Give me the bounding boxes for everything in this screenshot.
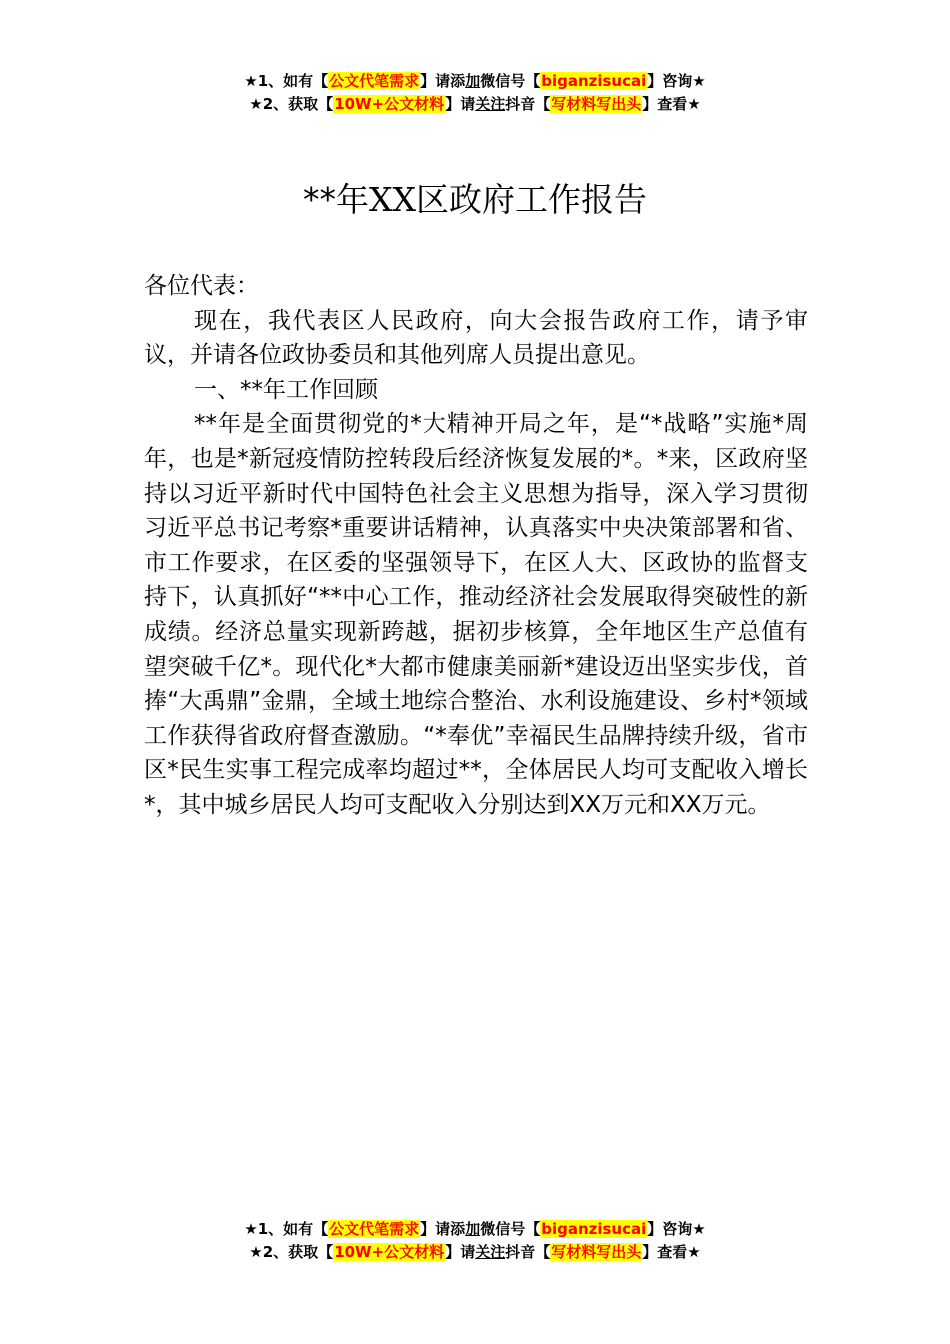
- promo-highlight: 10W+公文材料: [334, 95, 445, 113]
- salutation: 各位代表：: [144, 273, 259, 299]
- douyin-id-highlight: 写材料写出头: [551, 1243, 642, 1261]
- promo-highlight: 公文代笔需求: [329, 72, 420, 90]
- document-body: [144, 269, 808, 823]
- wechat-id-highlight: biganzisucai: [541, 1220, 647, 1238]
- section-heading: 一、**年工作回顾: [194, 376, 378, 403]
- document-title: **年XX区政府工作报告: [303, 180, 647, 219]
- intro-paragraph: 现在，我代表区人民政府，向大会报告政府工作，请予审议，并请各位政协委员和其他列席人员提出意见。: [144, 307, 808, 369]
- promo-line-1: ★1、如有【公文代笔需求】请添加微信号【biganzisucai】咨询★: [244, 72, 706, 90]
- promo-line-2: ★2、获取【10W+公文材料】请关注抖音【写材料写出头】查看★: [249, 1243, 701, 1261]
- wechat-id-highlight: biganzisucai: [541, 72, 647, 90]
- douyin-id-highlight: 写材料写出头: [551, 95, 642, 113]
- promo-banner-top: [0, 70, 950, 116]
- promo-line-2: ★2、获取【10W+公文材料】请关注抖音【写材料写出头】查看★: [249, 95, 701, 113]
- promo-line-1: ★1、如有【公文代笔需求】请添加微信号【biganzisucai】咨询★: [244, 1220, 706, 1238]
- promo-highlight: 公文代笔需求: [329, 1220, 420, 1238]
- promo-banner-bottom: [0, 1218, 950, 1264]
- review-paragraph: **年是全面贯彻党的*大精神开局之年，是“*战略”实施*周年，也是*新冠疫情防控转段后经济恢复发展的*。*来，区政府坚持以习近平新时代中国特色社会主义思想为指导，深入学习贯彻习近平总书记考察*重要讲话精神，认真落实中央决策部署和省、市工作要求，在区委的坚强领导下，在区人大、区政协的监督支持下，认真抓好“**中心工作，推动经济社会发展取得突破性的新成绩。经济总量实现新跨越，据初步核算，全年地区生产总值有望突破千亿*。现代化*大都市健康美丽新*建设迈出坚实步伐，首捧“大禹鼎”金鼎，全域土地综合整治、水利设施建设、乡村*领域工作获得省政府督查激励。“*奉优”幸福民生品牌持续升级，省市区*民生实事工程完成率均超过**，全体居民人均可支配收入增长*，其中城乡居民人均可支配收入分别达到XX万元和XX万元。: [144, 411, 808, 818]
- promo-highlight: 10W+公文材料: [334, 1243, 445, 1261]
